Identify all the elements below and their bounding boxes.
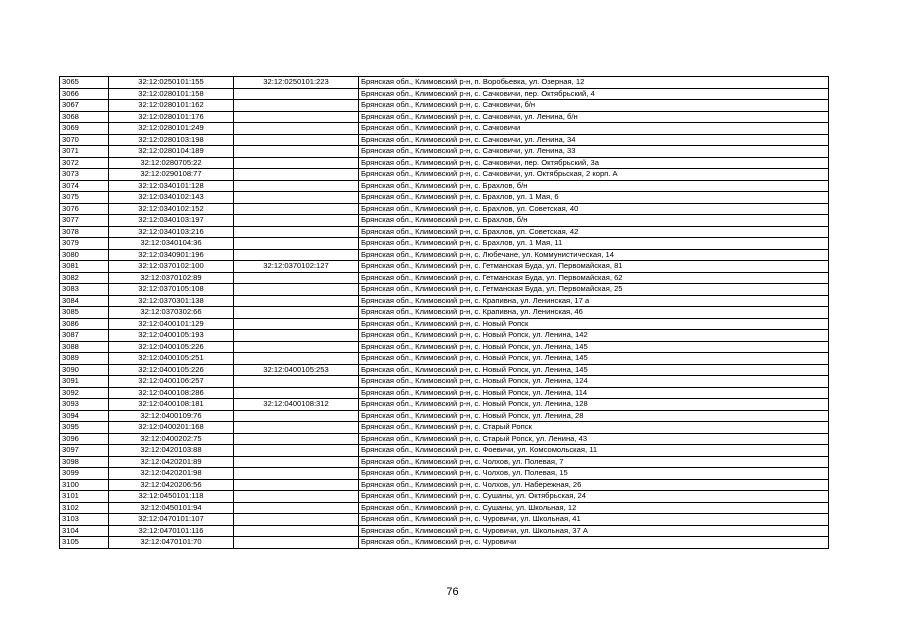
row-number-cell: 3069 xyxy=(60,123,109,135)
row-number-cell: 3067 xyxy=(60,100,109,112)
table-row xyxy=(60,88,829,100)
table-row xyxy=(60,146,829,158)
cadastral-number-cell: 32:12:0400202:75 xyxy=(109,433,234,445)
cadastral-number-cell: 32:12:0400108:286 xyxy=(109,387,234,399)
address-cell: Брянская обл., Климовский р-н, с. Крапивна, ул. Ленинская, 17 а xyxy=(359,295,829,307)
table-body xyxy=(60,77,829,549)
cadastral-number-cell: 32:12:0280101:176 xyxy=(109,111,234,123)
linked-cadastral-number-cell: 32:12:0400105:253 xyxy=(234,364,359,376)
address-cell: Брянская обл., Климовский р-н, с. Сушаны, ул. Октябрьская, 24 xyxy=(359,491,829,503)
address-cell: Брянская обл., Климовский р-н, с. Старый Ропск, ул. Ленина, 43 xyxy=(359,433,829,445)
row-number-cell: 3077 xyxy=(60,215,109,227)
table-row xyxy=(60,307,829,319)
cadastral-number-cell: 32:12:0340104:36 xyxy=(109,238,234,250)
cadastral-number-cell: 32:12:0340102:152 xyxy=(109,203,234,215)
cadastral-number-cell: 32:12:0250101:155 xyxy=(109,77,234,89)
cadastral-number-cell: 32:12:0420201:89 xyxy=(109,456,234,468)
address-cell: Брянская обл., Климовский р-н, с. Старый Ропск xyxy=(359,422,829,434)
row-number-cell: 3089 xyxy=(60,353,109,365)
linked-cadastral-number-cell xyxy=(234,387,359,399)
cadastral-number-cell: 32:12:0340102:143 xyxy=(109,192,234,204)
linked-cadastral-number-cell xyxy=(234,203,359,215)
cadastral-number-cell: 32:12:0450101:118 xyxy=(109,491,234,503)
table-row xyxy=(60,537,829,549)
cadastral-number-cell: 32:12:0280103:198 xyxy=(109,134,234,146)
table-row xyxy=(60,272,829,284)
address-cell: Брянская обл., Климовский р-н, с. Гетманская Буда, ул. Первомайская, 25 xyxy=(359,284,829,296)
cadastral-number-cell: 32:12:0370102:89 xyxy=(109,272,234,284)
linked-cadastral-number-cell xyxy=(234,491,359,503)
table-row xyxy=(60,157,829,169)
row-number-cell: 3075 xyxy=(60,192,109,204)
linked-cadastral-number-cell xyxy=(234,180,359,192)
table-row xyxy=(60,364,829,376)
address-cell: Брянская обл., Климовский р-н, с. Брахлов, ул. Советская, 42 xyxy=(359,226,829,238)
row-number-cell: 3090 xyxy=(60,364,109,376)
address-cell: Брянская обл., Климовский р-н, с. Сачковичи xyxy=(359,123,829,135)
linked-cadastral-number-cell xyxy=(234,295,359,307)
address-cell: Брянская обл., Климовский р-н, с. Любечане, ул. Коммунистическая, 14 xyxy=(359,249,829,261)
cadastral-number-cell: 32:12:0470101:107 xyxy=(109,514,234,526)
table-row xyxy=(60,353,829,365)
linked-cadastral-number-cell xyxy=(234,353,359,365)
address-cell: Брянская обл., Климовский р-н, с. Брахлов, б/н xyxy=(359,180,829,192)
table-row xyxy=(60,514,829,526)
cadastral-number-cell: 32:12:0470101:70 xyxy=(109,537,234,549)
linked-cadastral-number-cell xyxy=(234,88,359,100)
row-number-cell: 3086 xyxy=(60,318,109,330)
linked-cadastral-number-cell xyxy=(234,445,359,457)
cadastral-number-cell: 32:12:0370302:66 xyxy=(109,307,234,319)
table-row xyxy=(60,111,829,123)
cadastral-number-cell: 32:12:0280104:189 xyxy=(109,146,234,158)
cadastral-number-cell: 32:12:0450101:94 xyxy=(109,502,234,514)
table-row xyxy=(60,479,829,491)
linked-cadastral-number-cell xyxy=(234,249,359,261)
linked-cadastral-number-cell xyxy=(234,537,359,549)
row-number-cell: 3080 xyxy=(60,249,109,261)
address-cell: Брянская обл., Климовский р-н, с. Крапивна, ул. Ленинская, 46 xyxy=(359,307,829,319)
row-number-cell: 3083 xyxy=(60,284,109,296)
address-cell: Брянская обл., Климовский р-н, с. Брахлов, б/н xyxy=(359,215,829,227)
linked-cadastral-number-cell xyxy=(234,157,359,169)
address-cell: Брянская обл., Климовский р-н, с. Новый Ропск, ул. Ленина, 145 xyxy=(359,353,829,365)
address-cell: Брянская обл., Климовский р-н, с. Брахлов, ул. 1 Мая, 6 xyxy=(359,192,829,204)
address-cell: Брянская обл., Климовский р-н, с. Чолхов, ул. Набережная, 26 xyxy=(359,479,829,491)
row-number-cell: 3082 xyxy=(60,272,109,284)
table-row xyxy=(60,341,829,353)
row-number-cell: 3084 xyxy=(60,295,109,307)
address-cell: Брянская обл., Климовский р-н, с. Чуровичи xyxy=(359,537,829,549)
row-number-cell: 3068 xyxy=(60,111,109,123)
address-cell: Брянская обл., Климовский р-н, с. Сачковичи, ул. Ленина, б/н xyxy=(359,111,829,123)
table-row xyxy=(60,203,829,215)
linked-cadastral-number-cell xyxy=(234,422,359,434)
table-row xyxy=(60,238,829,250)
linked-cadastral-number-cell xyxy=(234,468,359,480)
address-cell: Брянская обл., Климовский р-н, с. Чуровичи, ул. Школьная, 41 xyxy=(359,514,829,526)
table-row xyxy=(60,284,829,296)
address-cell: Брянская обл., Климовский р-н, с. Чолхов, ул. Полевая, 7 xyxy=(359,456,829,468)
address-cell: Брянская обл., Климовский р-н, с. Гетманская Буда, ул. Первомайская, 62 xyxy=(359,272,829,284)
linked-cadastral-number-cell: 32:12:0370102:127 xyxy=(234,261,359,273)
cadastral-number-cell: 32:12:0340103:216 xyxy=(109,226,234,238)
table-row xyxy=(60,410,829,422)
table-row xyxy=(60,100,829,112)
address-cell: Брянская обл., Климовский р-н, с. Сушаны, ул. Школьная, 12 xyxy=(359,502,829,514)
row-number-cell: 3104 xyxy=(60,525,109,537)
address-cell: Брянская обл., Климовский р-н, с. Сачковичи, пер. Октябрьский, 3а xyxy=(359,157,829,169)
row-number-cell: 3091 xyxy=(60,376,109,388)
address-cell: Брянская обл., Климовский р-н, с. Брахлов, ул. 1 Мая, 11 xyxy=(359,238,829,250)
cadastral-number-cell: 32:12:0340101:128 xyxy=(109,180,234,192)
table-row xyxy=(60,525,829,537)
table-row xyxy=(60,387,829,399)
table-row xyxy=(60,399,829,411)
table-row xyxy=(60,261,829,273)
row-number-cell: 3102 xyxy=(60,502,109,514)
linked-cadastral-number-cell xyxy=(234,479,359,491)
row-number-cell: 3072 xyxy=(60,157,109,169)
linked-cadastral-number-cell xyxy=(234,123,359,135)
cadastral-number-cell: 32:12:0420103:88 xyxy=(109,445,234,457)
linked-cadastral-number-cell xyxy=(234,284,359,296)
address-cell: Брянская обл., Климовский р-н, с. Новый Ропск, ул. Ленина, 114 xyxy=(359,387,829,399)
address-cell: Брянская обл., Климовский р-н, с. Сачковичи, ул. Ленина, 34 xyxy=(359,134,829,146)
address-cell: Брянская обл., Климовский р-н, с. Новый Ропск, ул. Ленина, 28 xyxy=(359,410,829,422)
linked-cadastral-number-cell xyxy=(234,111,359,123)
cadastral-number-cell: 32:12:0340901:196 xyxy=(109,249,234,261)
address-cell: Брянская обл., Климовский р-н, с. Новый Ропск, ул. Ленина, 124 xyxy=(359,376,829,388)
cadastral-number-cell: 32:12:0400105:193 xyxy=(109,330,234,342)
linked-cadastral-number-cell xyxy=(234,192,359,204)
linked-cadastral-number-cell: 32:12:0250101:223 xyxy=(234,77,359,89)
table-row xyxy=(60,468,829,480)
linked-cadastral-number-cell xyxy=(234,169,359,181)
cadastral-number-cell: 32:12:0340103:197 xyxy=(109,215,234,227)
cadastral-number-cell: 32:12:0290108:77 xyxy=(109,169,234,181)
address-cell: Брянская обл., Климовский р-н, с. Брахлов, ул. Советская, 40 xyxy=(359,203,829,215)
linked-cadastral-number-cell xyxy=(234,525,359,537)
table-row xyxy=(60,456,829,468)
table-row xyxy=(60,123,829,135)
row-number-cell: 3103 xyxy=(60,514,109,526)
cadastral-number-cell: 32:12:0400105:251 xyxy=(109,353,234,365)
cadastral-number-cell: 32:12:0400101:129 xyxy=(109,318,234,330)
row-number-cell: 3078 xyxy=(60,226,109,238)
table-row xyxy=(60,215,829,227)
table-row xyxy=(60,318,829,330)
linked-cadastral-number-cell xyxy=(234,134,359,146)
table-row xyxy=(60,376,829,388)
cadastral-number-cell: 32:12:0400109:76 xyxy=(109,410,234,422)
row-number-cell: 3079 xyxy=(60,238,109,250)
cadastral-number-cell: 32:12:0370105:108 xyxy=(109,284,234,296)
linked-cadastral-number-cell xyxy=(234,433,359,445)
linked-cadastral-number-cell xyxy=(234,330,359,342)
linked-cadastral-number-cell xyxy=(234,502,359,514)
row-number-cell: 3088 xyxy=(60,341,109,353)
row-number-cell: 3070 xyxy=(60,134,109,146)
row-number-cell: 3097 xyxy=(60,445,109,457)
table-row xyxy=(60,134,829,146)
linked-cadastral-number-cell xyxy=(234,341,359,353)
cadastral-number-cell: 32:12:0400105:226 xyxy=(109,341,234,353)
cadastral-number-cell: 32:12:0370301:138 xyxy=(109,295,234,307)
table-row xyxy=(60,445,829,457)
row-number-cell: 3074 xyxy=(60,180,109,192)
address-cell: Брянская обл., Климовский р-н, с. Сачковичи, ул. Ленина, 33 xyxy=(359,146,829,158)
row-number-cell: 3076 xyxy=(60,203,109,215)
row-number-cell: 3101 xyxy=(60,491,109,503)
address-cell: Брянская обл., Климовский р-н, с. Новый Ропск, ул. Ленина, 128 xyxy=(359,399,829,411)
linked-cadastral-number-cell xyxy=(234,226,359,238)
row-number-cell: 3085 xyxy=(60,307,109,319)
row-number-cell: 3081 xyxy=(60,261,109,273)
row-number-cell: 3094 xyxy=(60,410,109,422)
address-cell: Брянская обл., Климовский р-н, с. Сачковичи, ул. Октябрьская, 2 корп. А xyxy=(359,169,829,181)
row-number-cell: 3065 xyxy=(60,77,109,89)
linked-cadastral-number-cell xyxy=(234,146,359,158)
row-number-cell: 3073 xyxy=(60,169,109,181)
address-cell: Брянская обл., Климовский р-н, с. Сачковичи, б/н xyxy=(359,100,829,112)
linked-cadastral-number-cell xyxy=(234,456,359,468)
row-number-cell: 3098 xyxy=(60,456,109,468)
row-number-cell: 3095 xyxy=(60,422,109,434)
table-row xyxy=(60,77,829,89)
table-row xyxy=(60,169,829,181)
row-number-cell: 3105 xyxy=(60,537,109,549)
address-cell: Брянская обл., Климовский р-н, с. Новый Ропск xyxy=(359,318,829,330)
cadastral-number-cell: 32:12:0470101:116 xyxy=(109,525,234,537)
address-cell: Брянская обл., Климовский р-н, с. Гетманская Буда, ул. Первомайская, 81 xyxy=(359,261,829,273)
page-number: 76 xyxy=(446,586,459,598)
row-number-cell: 3071 xyxy=(60,146,109,158)
cadastral-number-cell: 32:12:0370102:100 xyxy=(109,261,234,273)
row-number-cell: 3092 xyxy=(60,387,109,399)
cadastral-number-cell: 32:12:0400108:181 xyxy=(109,399,234,411)
linked-cadastral-number-cell xyxy=(234,410,359,422)
table-row xyxy=(60,502,829,514)
linked-cadastral-number-cell xyxy=(234,514,359,526)
address-cell: Брянская обл., Климовский р-н, с. Чолхов, ул. Полевая, 15 xyxy=(359,468,829,480)
table-row xyxy=(60,330,829,342)
address-cell: Брянская обл., Климовский р-н, с. Новый Ропск, ул. Ленина, 145 xyxy=(359,364,829,376)
table-row xyxy=(60,226,829,238)
table-row xyxy=(60,491,829,503)
address-cell: Брянская обл., Климовский р-н, с. Новый Ропск, ул. Ленина, 142 xyxy=(359,330,829,342)
cadastral-number-cell: 32:12:0280101:249 xyxy=(109,123,234,135)
row-number-cell: 3096 xyxy=(60,433,109,445)
property-register-table xyxy=(59,76,829,549)
address-cell: Брянская обл., Климовский р-н, п. Воробьевка, ул. Озерная, 12 xyxy=(359,77,829,89)
cadastral-number-cell: 32:12:0400105:226 xyxy=(109,364,234,376)
cadastral-number-cell: 32:12:0280101:162 xyxy=(109,100,234,112)
table-row xyxy=(60,180,829,192)
row-number-cell: 3093 xyxy=(60,399,109,411)
linked-cadastral-number-cell: 32:12:0400108:312 xyxy=(234,399,359,411)
table-row xyxy=(60,295,829,307)
cadastral-number-cell: 32:12:0400106:257 xyxy=(109,376,234,388)
row-number-cell: 3087 xyxy=(60,330,109,342)
cadastral-number-cell: 32:12:0400201:168 xyxy=(109,422,234,434)
cadastral-number-cell: 32:12:0280705:22 xyxy=(109,157,234,169)
address-cell: Брянская обл., Климовский р-н, с. Фоевичи, ул. Комсомольская, 11 xyxy=(359,445,829,457)
table-row xyxy=(60,433,829,445)
cadastral-number-cell: 32:12:0280101:158 xyxy=(109,88,234,100)
table-row xyxy=(60,192,829,204)
linked-cadastral-number-cell xyxy=(234,238,359,250)
linked-cadastral-number-cell xyxy=(234,215,359,227)
linked-cadastral-number-cell xyxy=(234,272,359,284)
address-cell: Брянская обл., Климовский р-н, с. Новый Ропск, ул. Ленина, 145 xyxy=(359,341,829,353)
row-number-cell: 3100 xyxy=(60,479,109,491)
table-row xyxy=(60,422,829,434)
cadastral-number-cell: 32:12:0420206:56 xyxy=(109,479,234,491)
linked-cadastral-number-cell xyxy=(234,376,359,388)
linked-cadastral-number-cell xyxy=(234,307,359,319)
linked-cadastral-number-cell xyxy=(234,318,359,330)
row-number-cell: 3099 xyxy=(60,468,109,480)
linked-cadastral-number-cell xyxy=(234,100,359,112)
row-number-cell: 3066 xyxy=(60,88,109,100)
table-row xyxy=(60,249,829,261)
cadastral-number-cell: 32:12:0420201:98 xyxy=(109,468,234,480)
address-cell: Брянская обл., Климовский р-н, с. Чуровичи, ул. Школьная, 37 А xyxy=(359,525,829,537)
address-cell: Брянская обл., Климовский р-н, с. Сачковичи, пер. Октябрьский, 4 xyxy=(359,88,829,100)
